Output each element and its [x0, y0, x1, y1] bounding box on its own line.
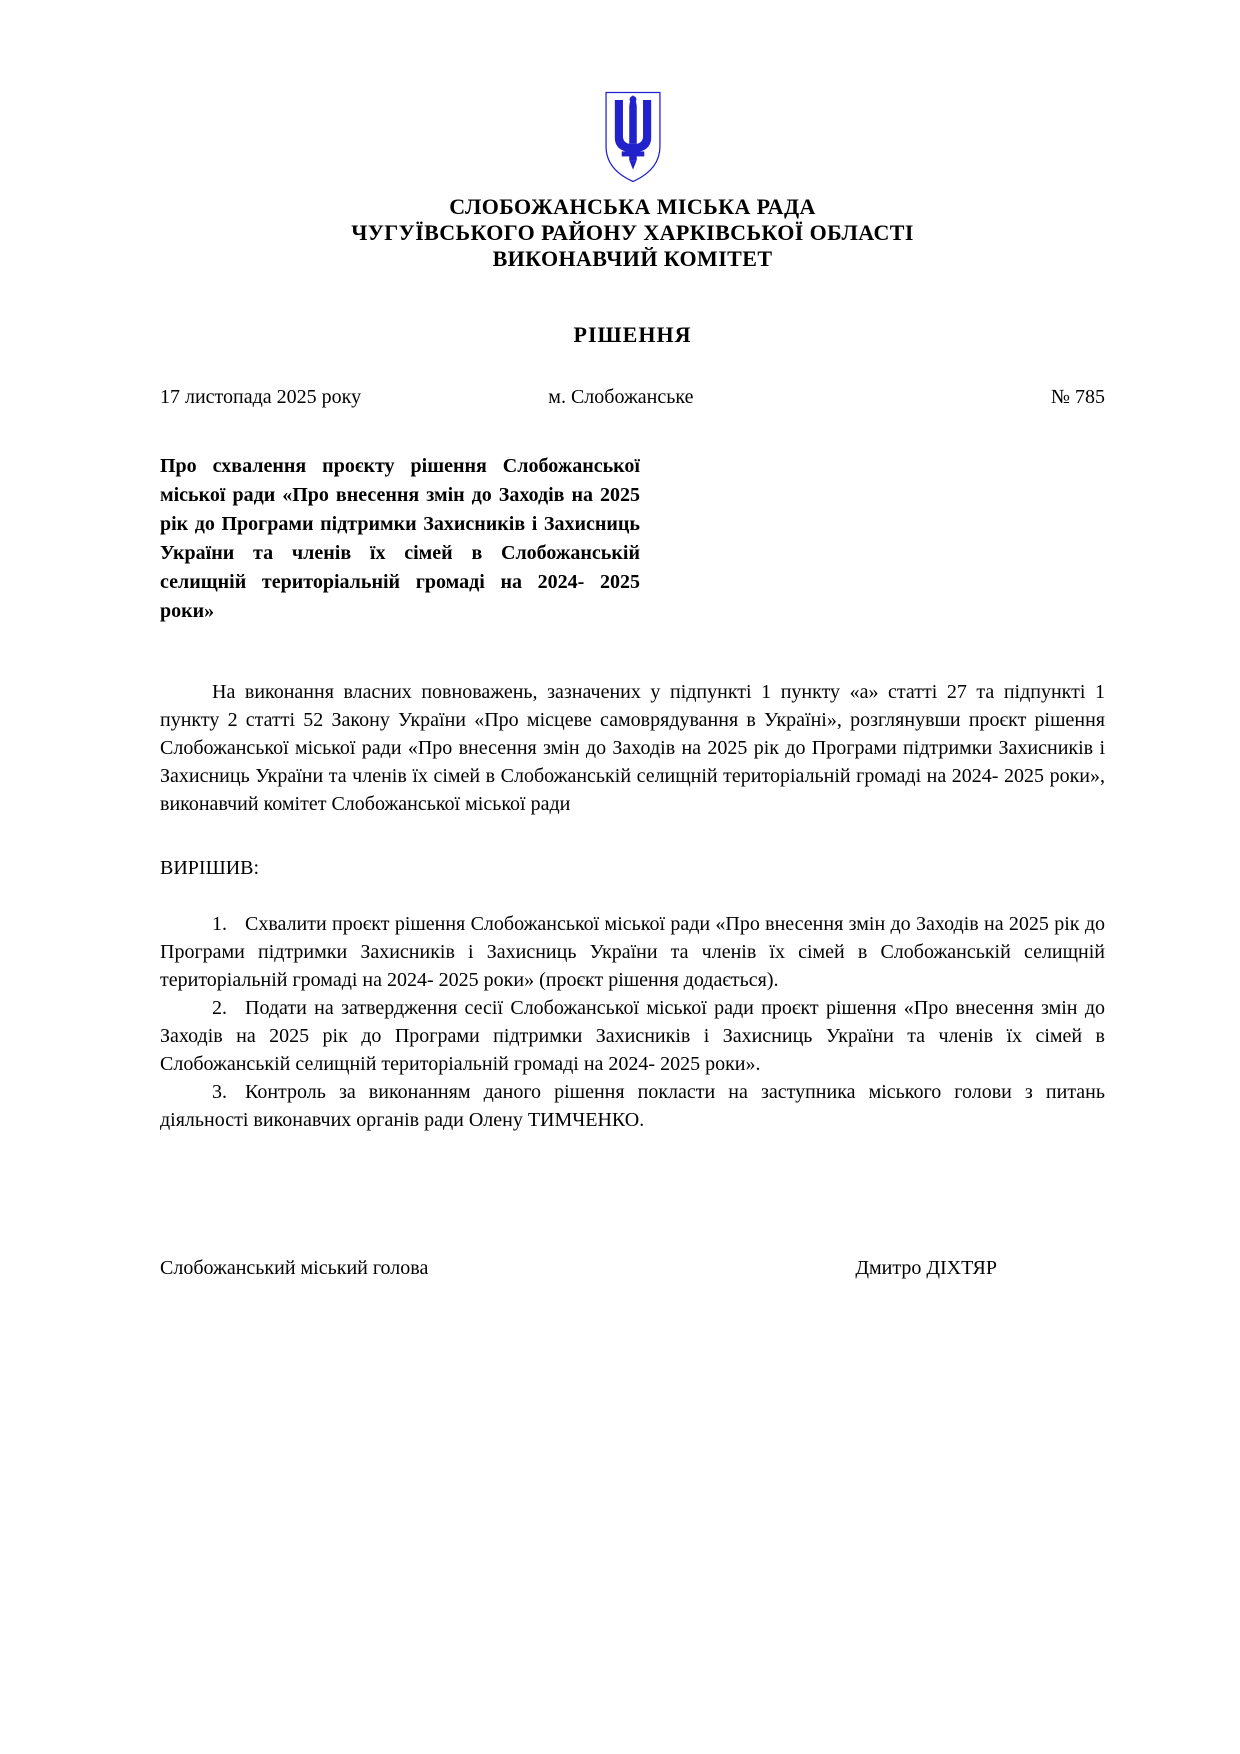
resolution-item-1 — [160, 910, 1105, 994]
item-3-text: Контроль за виконанням даного рішення покласти на заступника міського голови з питань діяльності виконавчих органів ради Олену ТИМЧЕНКО. — [160, 1081, 1105, 1131]
signer-name: Дмитро ДІХТЯР — [855, 1257, 997, 1279]
item-3-number: 3. — [212, 1081, 227, 1103]
document-meta-row — [160, 384, 1105, 410]
resolution-item-2 — [160, 994, 1105, 1078]
item-2-text: Подати на затвердження сесії Слобожанської міської ради проєкт рішення «Про внесення змін до Заходів на 2025 рік до Програми підтримки Захисників і Захисниць України та членів їх сімей в Слобожанській селищній територіальній громаді на 2024- 2025 роки». — [160, 997, 1105, 1075]
resolution-items — [160, 910, 1105, 1134]
signature-row — [160, 1254, 1105, 1282]
preamble-paragraph: На виконання власних повноважень, зазначених у підпункті 1 пункту «а» статті 27 та підпункті 1 пункту 2 статті 52 Закону України «Про місцеве самоврядування в Україні», розглянувши проєкт рішення Слобожанської міської ради «Про внесення змін до Заходів на 2025 рік до Програми підтримки Захисників і Захисниць України та членів їх сімей в Слобожанській селищній територіальній громаді на 2024- 2025 роки», виконавчий комітет Слобожанської міської ради — [160, 681, 1105, 815]
trident-emblem-icon — [601, 90, 665, 184]
signer-title: Слобожанський міський голова — [160, 1257, 429, 1279]
resolved-label: ВИРІШИВ: — [160, 857, 260, 879]
document-number: № 785 — [1050, 386, 1105, 408]
document-type-title: РІШЕННЯ — [573, 322, 692, 347]
committee-name: ВИКОНАВЧИЙ КОМІТЕТ — [492, 246, 773, 271]
document-date: 17 листопада 2025 року — [160, 386, 362, 408]
item-2-number: 2. — [212, 997, 227, 1019]
document-place: м. Слобожанське — [548, 386, 694, 408]
council-name: СЛОБОЖАНСЬКА МІСЬКА РАДА — [449, 194, 816, 219]
resolution-item-3 — [160, 1078, 1105, 1134]
item-1-number: 1. — [212, 913, 227, 935]
item-1-text: Схвалити проєкт рішення Слобожанської міської ради «Про внесення змін до Заходів на 2025 рік до Програми підтримки Захисників і Захисниць України та членів їх сімей в Слобожанській селищній територіальній громаді на 2024- 2025 роки» (проєкт рішення додається). — [160, 913, 1105, 991]
district-region-name: ЧУГУЇВСЬКОГО РАЙОНУ ХАРКІВСЬКОЇ ОБЛАСТІ — [351, 220, 914, 245]
organization-header — [160, 194, 1105, 272]
document-subject: Про схвалення проєкту рішення Слобожанської міської ради «Про внесення змін до Заходів на 2025 рік до Програми підтримки Захисників і Захисниць України та членів їх сімей в Слобожанській селищній територіальній громаді на 2024- 2025 роки» — [160, 455, 640, 622]
coat-of-arms — [601, 90, 665, 184]
